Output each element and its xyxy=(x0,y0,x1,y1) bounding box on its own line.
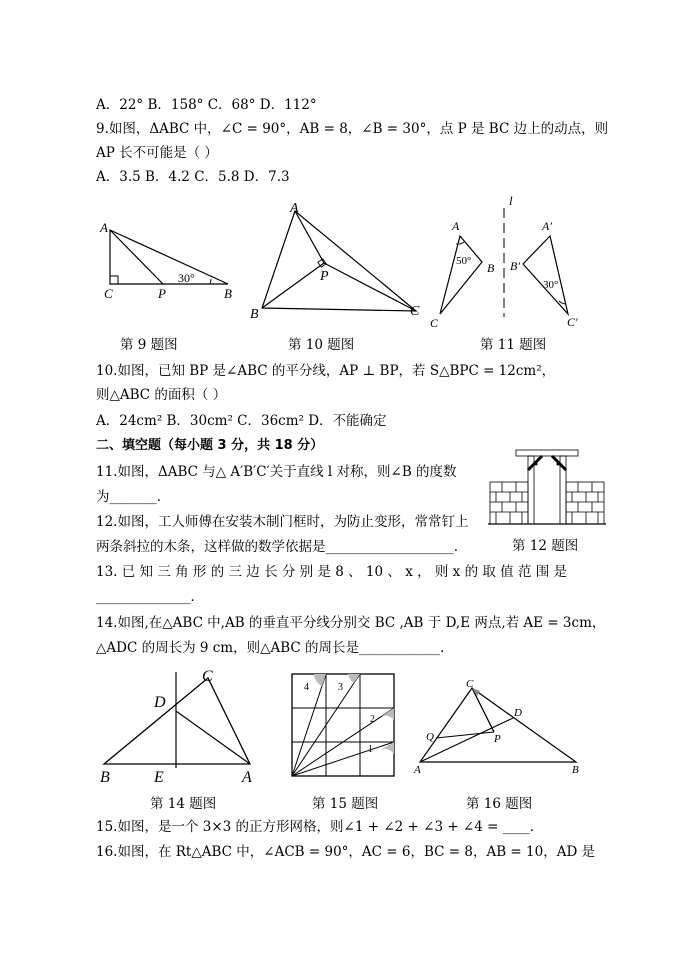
caption-fig9: 第 9 题图 xyxy=(120,337,178,353)
label-e: E xyxy=(154,769,164,786)
label-a: A xyxy=(452,219,460,233)
angle-1-label: 1 xyxy=(368,744,373,755)
label-c: C xyxy=(202,668,213,685)
q13-blank: ______________． xyxy=(96,589,204,605)
figure-9 xyxy=(98,218,248,303)
label-a: A xyxy=(242,769,252,786)
label-b: B xyxy=(100,769,110,786)
label-c: C xyxy=(410,304,420,319)
label-b: B xyxy=(572,764,579,776)
label-b: B xyxy=(487,261,495,275)
q14-line2: △ADC 的周长为 9 cm，则△ABC 的周长是____________. xyxy=(96,640,445,656)
label-c: C xyxy=(466,678,474,690)
q16: 16.如图，在 Rt△ABC 中，∠ACB = 90°，AC = 6，BC = 8，AB = 10，AD 是 xyxy=(96,844,596,860)
q14-line1: 14.如图,在△ABC 中,AB 的垂直平分线分别交 BC ,AB 于 D,E 两点,若 AE = 3cm， xyxy=(96,615,606,631)
q9-options: A．3.5 B．4.2 C．5.8 D．7.3 xyxy=(96,169,290,185)
angle-label-2: 30° xyxy=(543,279,559,291)
label-c: C xyxy=(104,286,113,301)
label-a: A xyxy=(290,201,299,216)
q12-line1: 12.如图，工人师傅在安装木制门框时，为防止变形，常常钉上 xyxy=(96,514,469,530)
q9-line2: AP 长不可能是（ ） xyxy=(96,145,218,161)
label-b: B xyxy=(224,286,232,301)
q10-line1: 10.如图，已知 BP 是∠ABC 的平分线，AP ⊥ BP，若 S△BPC = 12cm²， xyxy=(96,363,556,379)
angle-4-label: 4 xyxy=(304,682,309,693)
q13: 13. 已 知 三 角 形 的 三 边 长 分 别 是 8 、 10 、 x ， 则 x 的 取 值 范 围 是 xyxy=(96,564,568,580)
label-l: l xyxy=(509,193,513,208)
angle-label-1: 50° xyxy=(456,255,472,267)
angle-2-label: 2 xyxy=(370,714,375,725)
label-p: P xyxy=(158,286,166,301)
caption-fig15: 第 15 题图 xyxy=(312,796,379,812)
caption-fig12: 第 12 题图 xyxy=(512,538,579,554)
figure-11 xyxy=(426,192,591,332)
q11-line2: 为_______． xyxy=(96,489,171,505)
label-d: D xyxy=(514,707,522,719)
q9-line1: 9.如图，ΔABC 中，∠C = 90°，AB = 8，∠B = 30°，点 P 是 BC 边上的动点，则 xyxy=(96,121,609,137)
label-b-prime: B′ xyxy=(510,259,520,273)
q10-line2: 则△ABC 的面积（ ） xyxy=(96,387,227,403)
figure-14 xyxy=(98,664,263,786)
label-c: C xyxy=(430,316,439,330)
q10-options: A．24cm² B．30cm² C．36cm² D．不能确定 xyxy=(96,413,387,429)
angle-3-label: 3 xyxy=(338,682,343,693)
figure-10 xyxy=(248,198,428,323)
q8-options: A．22° B．158° C．68° D．112° xyxy=(96,97,317,113)
figure-16 xyxy=(410,676,590,780)
angle-label: 30° xyxy=(178,271,195,285)
q12-line2: 两条斜拉的木条，这样做的数学依据是___________________. xyxy=(96,539,459,555)
figure-15 xyxy=(290,672,396,778)
caption-fig14: 第 14 题图 xyxy=(150,796,217,812)
label-a: A xyxy=(414,764,421,776)
figure-12 xyxy=(488,440,606,530)
caption-fig10: 第 10 题图 xyxy=(288,337,355,353)
label-a: A xyxy=(100,220,108,235)
section-2-heading: 二、填空题（每小题 3 分，共 18 分） xyxy=(96,438,324,453)
label-p: P xyxy=(494,733,501,745)
label-b: B xyxy=(250,307,259,322)
label-q: Q xyxy=(426,731,434,743)
label-a-prime: A′ xyxy=(542,219,552,233)
caption-fig11: 第 11 题图 xyxy=(480,337,547,353)
label-d: D xyxy=(154,694,166,711)
label-p: P xyxy=(320,269,329,284)
caption-fig16: 第 16 题图 xyxy=(466,796,533,812)
q15: 15.如图，是一个 3×3 的正方形网格，则∠1 + ∠2 + ∠3 + ∠4 = ____． xyxy=(96,819,544,835)
label-c-prime: C′ xyxy=(567,315,578,329)
q11-line1: 11.如图，ΔABC 与△ A′B′C′关于直线 l 对称，则∠B 的度数 xyxy=(96,464,457,480)
